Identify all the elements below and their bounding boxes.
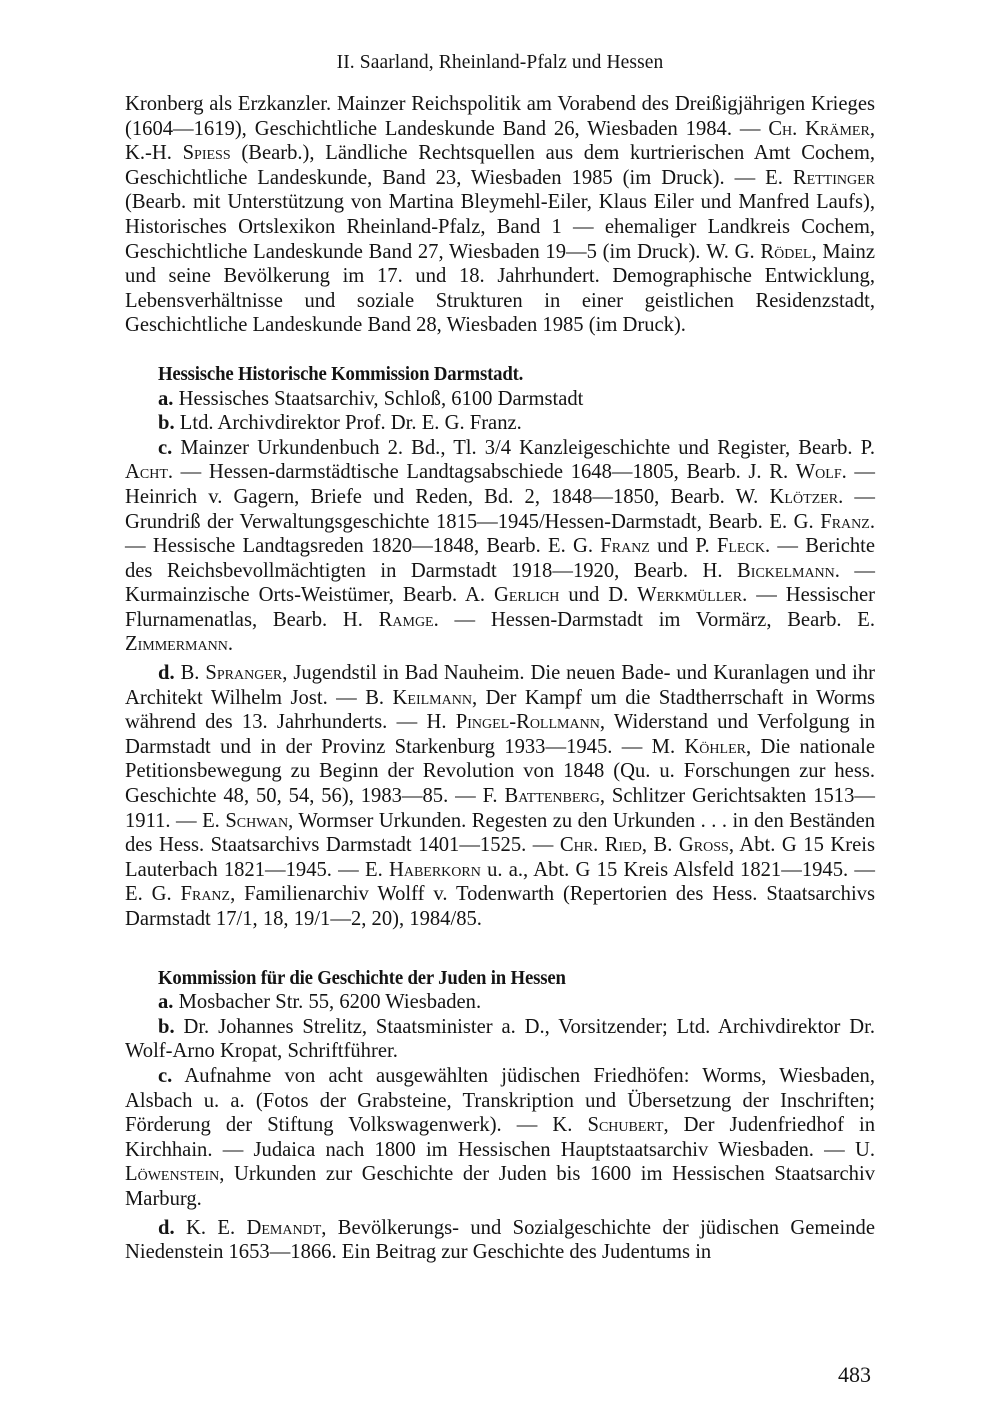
running-head: II. Saarland, Rheinland-Pfalz und Hessen [336,52,664,73]
item-letter: d. [158,662,175,685]
item-text: Hessisches Staatsarchiv, Schloß, 6100 Darmstadt [178,387,584,410]
document-page [125,52,875,1265]
page-number: 483 [838,1362,871,1387]
item-text: Mosbacher Str. 55, 6200 Wiesbaden. [178,991,482,1014]
section-title-hessische-kommission: Hessische Historische Kommission Darmstadt. [158,362,524,385]
section-2-item-d [125,1216,875,1265]
intro-paragraph: Kronberg als Erzkanzler. Mainzer Reichspolitik am Vorabend des Dreißigjährigen Krieges (1604—1619), Geschichtliche Landeskunde Band 26, Wiesbaden 1984. — Ch. Krämer, K.-H. Spiess (Bearb.), Ländliche Rechtsquellen aus dem kurtrierischen Amt Cochem, Geschichtliche Landeskunde, Band 23, Wiesbaden 1985 (im Druck). — E. Rettinger (Bearb. mit Unterstützung von Martina Bleymehl-Eiler, Klaus Eiler und Manfred Laufs), Historisches Ortslexikon Rheinland-Pfalz, Band 1 — ehemaliger Landkreis Cochem, Geschichtliche Landeskunde Band 27, Wiesbaden 19—5 (im Druck). W. G. Rödel, Mainz und seine Bevölkerung im 17. und 18. Jahrhundert. Demographische Entwicklung, Lebensverhältnisse und soziale Strukturen in einer geistlichen Residenzstadt, Geschichtliche Landeskunde Band 28, Wiesbaden 1985 (im Druck). [125,93,875,337]
item-letter: c. [158,436,173,459]
section-2-item-c [125,1064,875,1212]
section-title-juden-in-hessen: Kommission für die Geschichte der Juden in Hessen [158,966,566,989]
item-text: B. Spranger, Jugendstil in Bad Nauheim. Die neuen Bade- und Kuranlagen und ihr Architekt Wilhelm Jost. — B. Keilmann, Der Kampf um die Stadtherrschaft in Worms während des 13. Jahrhunderts. — H. Pingel-Rollmann, Widerstand und Verfolgung in Darmstadt und in der Provinz Starkenburg 1933—1945. — M. Köhler, Die nationale Petitionsbewegung zu Beginn der Revolution von 1848 (Qu. u. Forschungen zur hess. Geschichte 48, 50, 54, 56), 1983—85. — F. Battenberg, Schlitzer Gerichtsakten 1513—1911. — E. Schwan, Wormser Urkunden. Regesten zu den Urkunden . . . in den Beständen des Hess. Staatsarchivs Darmstadt 1401—1525. — Chr. Ried, B. Gross, Abt. G 15 Kreis Lauterbach 1821—1945. — E. Haberkorn u. a., Abt. G 15 Kreis Alsfeld 1821—1945. — E. G. Franz, Familienarchiv Wolff v. Todenwarth (Repertorien des Hess. Staatsarchivs Darmstadt 17/1, 18, 19/1—2, 20), 1984/85. [125,662,876,930]
section-1-item-a [125,387,875,412]
section-2-item-a [125,990,875,1015]
item-letter: b. [158,412,175,435]
item-letter: b. [158,1015,175,1038]
section-1-item-c [125,436,875,657]
item-text: Dr. Johannes Strelitz, Staatsminister a. D., Vorsitzender; Ltd. Archivdirektor Dr. Wolf-Arno Kropat, Schriftführer. [125,1015,875,1063]
item-letter: d. [158,1216,175,1239]
section-2-item-b [125,1015,875,1064]
item-text: K. E. Demandt, Bevölkerungs- und Sozialgeschichte der jüdischen Gemeinde Niedenstein 1653—1866. Ein Beitrag zur Geschichte des Judentums in [125,1216,875,1264]
item-text: Ltd. Archivdirektor Prof. Dr. E. G. Franz. [179,412,522,435]
item-letter: a. [158,991,174,1014]
section-1-item-b [125,411,875,436]
item-letter: a. [158,387,174,410]
item-text: Mainzer Urkundenbuch 2. Bd., Tl. 3/4 Kanzleigeschichte und Register, Bearb. P. Acht. — Hessen-darmstädtische Landtagsabschiede 1648—1805, Bearb. J. R. Wolf. — Heinrich v. Gagern, Briefe und Reden, Bd. 2, 1848—1850, Bearb. W. Klötzer. — Grundriß der Verwaltungsgeschichte 1815—1945/Hessen-Darmstadt, Bearb. E. G. Franz. — Hessische Landtagsreden 1820—1848, Bearb. E. G. Franz und P. Fleck. — Berichte des Reichsbevollmächtigten in Darmstadt 1918—1920, Bearb. H. Bickelmann. — Kurmainzische Orts-Weistümer, Bearb. A. Gerlich und D. Werkmüller. — Hessischer Flurnamenatlas, Bearb. H. Ramge. — Hessen-Darmstadt im Vormärz, Bearb. E. Zimmermann. [125,436,876,656]
section-1-item-d [125,661,875,932]
item-text: Aufnahme von acht ausgewählten jüdischen Friedhöfen: Worms, Wiesbaden, Alsbach u. a. (Fotos der Grabsteine, Transkription und Übersetzung der Inschriften; Förderung der Stiftung Volkswagenwerk). — K. Schubert, Der Judenfriedhof in Kirchhain. — Judaica nach 1800 im Hessischen Hauptstaatsarchiv Wiesbaden. — U. Löwenstein, Urkunden zur Geschichte der Juden bis 1600 im Hessischen Staatsarchiv Marburg. [125,1064,876,1210]
item-letter: c. [158,1064,173,1087]
